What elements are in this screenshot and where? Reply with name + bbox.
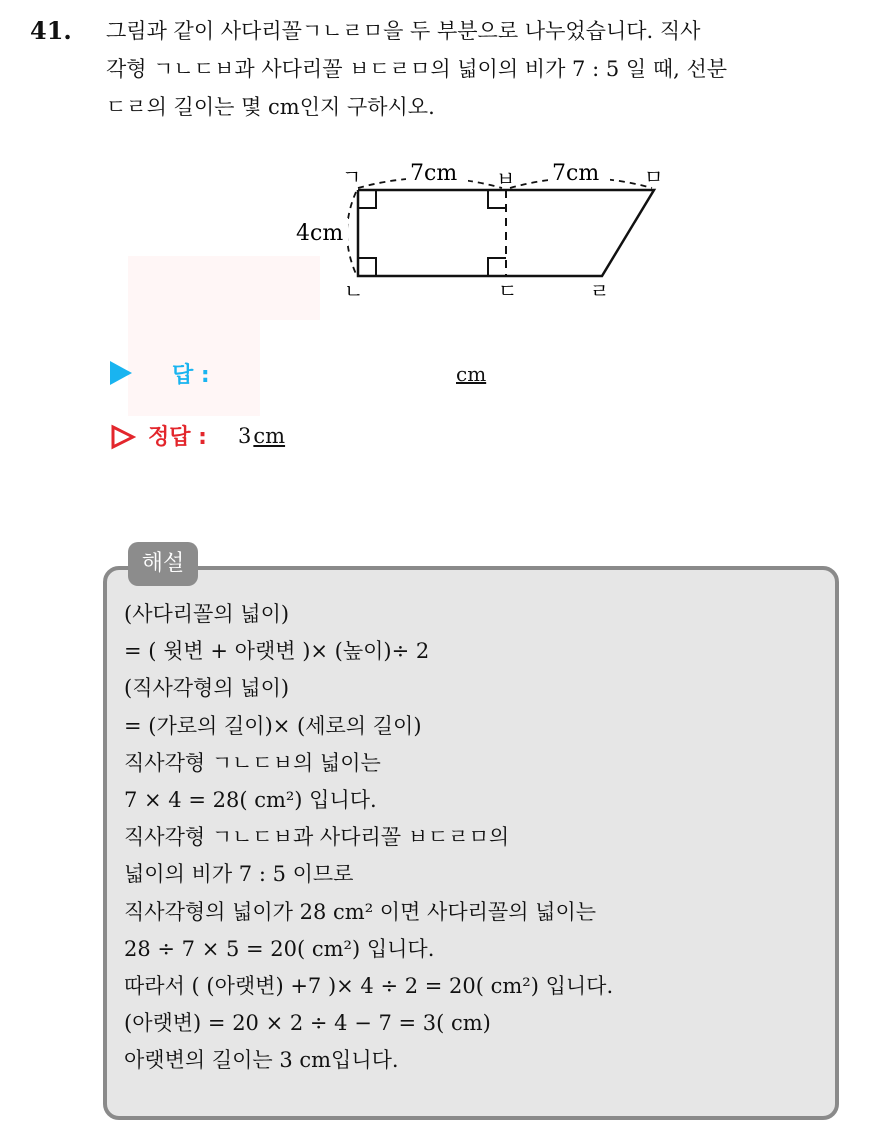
trapezoid-figure [280, 150, 700, 303]
vertex-label-c: ㄷ [498, 279, 518, 303]
explanation-line: = (가로의 길이)× (세로의 길이) [124, 713, 422, 738]
explanation-line: (아랫변) = 20 × 2 ÷ 4 − 7 = 3( cm) [124, 1011, 491, 1036]
question-line: ㄷㄹ의 길이는 몇 cm인지 구하시오. [106, 95, 435, 119]
explanation-line: 직사각형의 넓이가 28 cm² 이면 사다리꼴의 넓이는 [124, 899, 597, 924]
length-label-height: 4cm [296, 221, 344, 246]
vertex-label-a: ㄱ [342, 165, 362, 189]
answer-unit: cm [456, 362, 487, 386]
question-text [106, 12, 866, 126]
explanation-line: (사다리꼴의 넓이) [124, 602, 290, 626]
vertex-label-b: ㄴ [344, 279, 364, 303]
vertex-label-e: ㅁ [644, 165, 664, 189]
question-line: 각형 ㄱㄴㄷㅂ과 사다리꼴 ㅂㄷㄹㅁ의 넓이의 비가 7 : 5 일 때, 선분 [106, 57, 728, 81]
correct-arrow-icon [110, 424, 136, 450]
correct-answer-number: 3 [238, 424, 252, 448]
right-angle-mark [488, 190, 506, 208]
explanation-line: 따라서 ( (아랫변) +7 )× 4 ÷ 2 = 20( cm²) 입니다. [124, 974, 614, 999]
right-angle-mark [358, 190, 376, 208]
explanation-text [124, 596, 824, 1080]
correct-answer-label: 정답 : [148, 425, 207, 450]
explanation-line: 넓이의 비가 7 : 5 이므로 [124, 862, 354, 887]
explanation-tag: 해설 [128, 542, 198, 586]
right-angle-mark [488, 258, 506, 276]
explanation-line: (직사각형의 넓이) [124, 676, 290, 701]
vertex-label-d: ㄹ [590, 279, 610, 303]
explanation-line: 7 × 4 = 28( cm²) 입니다. [124, 788, 377, 813]
explanation-line: 아랫변의 길이는 3 cm입니다. [124, 1048, 399, 1073]
question-line: 그림과 같이 사다리꼴ㄱㄴㄹㅁ을 두 부분으로 나누었습니다. 직사 [106, 19, 701, 43]
explanation-line: 직사각형 ㄱㄴㄷㅂ과 사다리꼴 ㅂㄷㄹㅁ의 [124, 825, 510, 850]
correct-answer-value [238, 424, 285, 448]
explanation-line: 직사각형 ㄱㄴㄷㅂ의 넓이는 [124, 750, 381, 775]
right-angle-mark [358, 258, 376, 276]
correct-answer-unit: cm [253, 424, 286, 448]
vertex-label-f: ㅂ [496, 167, 516, 191]
dimension-arc-left [347, 192, 356, 274]
length-label-top-left: 7cm [410, 161, 458, 186]
question-number: 41. [30, 16, 72, 45]
explanation-line: 28 ÷ 7 × 5 = 20( cm²) 입니다. [124, 936, 435, 961]
highlight-background [128, 256, 260, 416]
answer-arrow-icon [110, 361, 132, 385]
answer-label: 답 : [172, 363, 210, 388]
explanation-line: = ( 윗변 + 아랫변 )× (높이)÷ 2 [124, 639, 430, 664]
length-label-top-right: 7cm [552, 161, 600, 186]
